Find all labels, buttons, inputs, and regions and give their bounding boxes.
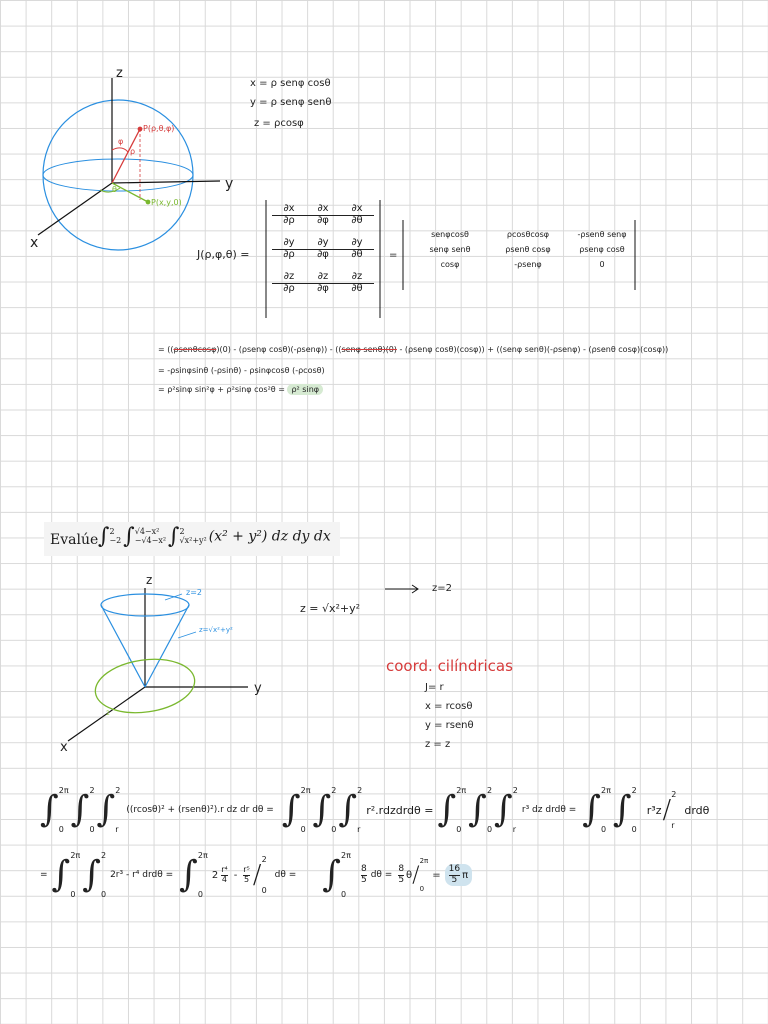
r1-eval4-lower: r (671, 821, 675, 830)
r1-int10-lower: 0 (601, 825, 607, 834)
r1-int3-lower: r (115, 825, 119, 834)
r2-equals: = (432, 869, 441, 881)
r1-expr1: ((rcosθ)² + (rsenθ)²).r dz dr dθ = (126, 805, 274, 815)
partial-num: ∂x (351, 203, 363, 214)
r2-dtheta2: dθ = (370, 870, 393, 880)
lim3-upper: 2 (179, 526, 185, 536)
r2-frac2-num: r⁵ (243, 865, 250, 875)
r1-int9-lower: r (512, 825, 517, 834)
r1-int5-lower: 0 (331, 825, 337, 834)
partial-den: ∂φ (317, 248, 329, 260)
partial-den: ∂ρ (283, 282, 295, 294)
r1-expr2: r².rdzdrdθ = (366, 803, 434, 817)
partial-num: ∂z (283, 271, 295, 282)
jacobian-line2: = -ρsinφsinθ (-ρsinθ) - ρsinφcosθ (-ρcosθ) (158, 366, 325, 375)
cone-side-label: z=√x²+y² (199, 626, 233, 634)
result-pi: π (462, 869, 469, 881)
jacobian-entry: senφ senθ (429, 245, 471, 254)
result-num: 16 (448, 864, 461, 875)
cone-z-label: z (146, 573, 153, 587)
r2-frac4-den: 5 (398, 874, 405, 885)
partial-num: ∂z (351, 271, 363, 282)
lim1-lower: −2 (109, 535, 122, 545)
r2-frac3-den: 5 (360, 874, 367, 885)
partial-num: ∂x (317, 203, 329, 214)
r2-frac1-den: 4 (221, 874, 227, 884)
line1-prefix: = (( (158, 345, 174, 354)
cone-x-label: x (60, 740, 68, 755)
r1-int4-lower: 0 (300, 825, 306, 834)
r1-int6-lower: r (357, 825, 361, 834)
coord-z: z = z (425, 739, 451, 750)
r1-expr4: r³z (646, 803, 662, 817)
r1-int8-lower: 0 (486, 825, 493, 834)
solution-row1: ∫ 2π 0 ∫ 2 0 ∫ 2 r ((rcosθ)² + (rsenθ)²).r dz dr dθ = ∫ 2π 0 ∫ 2 0 ∫ 2 r r².rdzdrdθ = ∫ 2π 0 ∫ 2 0 ∫ 2 r r³ dz drdθ = ∫ 2π 0 ∫ 2 0 r³z / 2 r drdθ (40, 786, 710, 834)
r2-prefix: = (40, 870, 48, 880)
line1-strike2: senφ senθ)(0) (341, 345, 397, 354)
partial-den: ∂φ (317, 282, 329, 294)
lim2-upper: √4−x² (134, 526, 160, 536)
lim1-upper: 2 (109, 526, 115, 536)
point-proj-label: P(x,y,0) (151, 198, 182, 207)
r2-int4-lower: 0 (341, 890, 347, 899)
cone-side-right (145, 605, 189, 687)
r1-expr4b: drdθ (684, 803, 710, 817)
cone-eq-left: z = √x²+y² (300, 602, 361, 615)
r2-theta: θ (406, 869, 413, 881)
coord-y: y = rsenθ (425, 720, 474, 731)
r1-int1-upper: 2π (58, 786, 69, 795)
jacobian-entry: -ρsenφ (514, 260, 542, 269)
result-den: 5 (451, 874, 458, 885)
solution-row2: = ∫ 2π 0 ∫ 2 0 2r³ - r⁴ drdθ = ∫ 2π 0 2 $\frac{\text{r⁴}}{4}$ - $\frac{\text{r⁵}}{5}$ / 2 0 dθ = ∫ 2π 0 $\frac{8}{5}$ dθ = $\frac{8}{5}$ θ / 2π 0 = $\frac{16}{5}$ π (40, 845, 472, 905)
r1-int7-upper: 2π (456, 786, 467, 795)
partial-num: ∂x (283, 203, 295, 214)
coord-x: x = rcosθ (425, 701, 473, 712)
top-label-pointer (165, 594, 182, 600)
r2-int3-upper: 2π (197, 851, 208, 860)
eq-x: x = ρ senφ cosθ (250, 78, 331, 89)
r1-int11-upper: 2 (631, 786, 637, 795)
lim2-lower: −√4−x² (134, 535, 167, 545)
r1-int8-upper: 2 (486, 786, 493, 795)
partial-num: ∂y (351, 237, 363, 248)
r2-int1-lower: 0 (70, 890, 76, 899)
r2-frac2-den: 5 (244, 874, 250, 884)
theta-label: θ (112, 185, 117, 194)
line3-text: = ρ²sinφ sin²φ + ρ²sinφ cos²θ = (158, 385, 285, 394)
r2-int4-upper: 2π (341, 851, 351, 860)
r1-int11-lower: 0 (631, 825, 637, 834)
r1-int6-upper: 2 (357, 786, 363, 795)
r2-frac4-num: 8 (398, 864, 405, 875)
line3-result: ρ² sinφ (287, 384, 323, 395)
jacobian-entry: ρcosθcosφ (506, 230, 550, 239)
jacobian-entry: senφcosθ (431, 230, 469, 239)
r2-frac1-num: r⁴ (221, 865, 228, 875)
r1-eval4-upper: 2 (671, 790, 677, 799)
problem-label: Evalúe (50, 532, 99, 548)
final-result (445, 864, 472, 886)
cone-side-left (101, 605, 145, 687)
r1-int1-lower: 0 (58, 825, 64, 834)
lim3-lower: √x²+y² (179, 535, 207, 545)
line1-strike1: ρsenθcosφ (173, 345, 217, 354)
jacobian-entry: ρsenθ cosφ (505, 245, 551, 254)
r2-eval-upper: 2 (261, 855, 267, 864)
cone-eq-right: z=2 (432, 583, 452, 594)
eq-z: z = ρcosφ (254, 118, 304, 129)
eq-y: y = ρ senφ senθ (250, 97, 332, 108)
r2-int1-upper: 2π (70, 851, 81, 860)
r1-int3-upper: 2 (115, 786, 121, 795)
r2-int3-lower: 0 (197, 890, 203, 899)
jacobian-equals: = (389, 250, 398, 261)
cone-top-label: z=2 (186, 588, 202, 597)
coords-title: coord. cilíndricas (386, 657, 513, 675)
jacobian-entry: cosφ (440, 260, 460, 269)
jacobian-entry: ρsenφ cosθ (579, 245, 625, 254)
problem-integral: ∫ 2 −2 ∫ √4−x² −√4−x² ∫ 2 √x²+y² (x² + y²) dz dy dx (98, 524, 331, 549)
partial-num: ∂z (317, 271, 329, 282)
phi-label: φ (118, 137, 124, 146)
rho-label: ρ (130, 147, 136, 156)
r2-dtheta: dθ = (274, 870, 297, 880)
r1-int7-lower: 0 (456, 825, 462, 834)
r2-eval2-lower: 0 (419, 885, 425, 893)
cone-y-label: y (254, 681, 262, 696)
r2-minus: - (233, 869, 238, 881)
r1-int4-upper: 2π (300, 786, 311, 795)
r2-eval2-upper: 2π (419, 857, 429, 865)
r1-expr3: r³ dz drdθ = (521, 805, 577, 815)
sphere-x-label: x (30, 235, 39, 251)
partial-num: ∂y (283, 237, 295, 248)
line1-b: - (ρsenφ cosθ)(cosφ)) + ((senφ senθ)(-ρsenφ) - (ρsenθ cosφ)(cosφ)) (396, 345, 669, 354)
cone-base-label: 2 (106, 710, 110, 717)
side-label-pointer (178, 632, 196, 638)
r1-int5-upper: 2 (331, 786, 337, 795)
jacobian-lhs: J(ρ,φ,θ) = (197, 248, 250, 261)
partial-den: ∂φ (317, 214, 329, 226)
jacobian-entry: -ρsenθ senφ (577, 230, 627, 239)
partial-num: ∂y (317, 237, 329, 248)
r1-int2-lower: 0 (89, 825, 95, 834)
r2-coef: 2 (211, 869, 219, 881)
coord-j: J= r (425, 682, 444, 693)
jacobian-entry: 0 (599, 260, 605, 269)
sphere-z-label: z (116, 66, 123, 81)
r1-int2-upper: 2 (89, 786, 95, 795)
r1-int9-upper: 2 (512, 786, 518, 795)
r2-int2-lower: 0 (100, 890, 107, 899)
sphere-y-label: y (225, 176, 234, 192)
point-p-label: P(ρ,θ,φ) (143, 124, 175, 133)
partial-den: ∂θ (351, 282, 363, 294)
partial-den: ∂ρ (283, 248, 295, 260)
r2-expr1: 2r³ - r⁴ drdθ = (110, 870, 174, 880)
partial-den: ∂θ (351, 248, 363, 260)
partial-den: ∂θ (351, 214, 363, 226)
integrand: (x² + y²) dz dy dx (208, 528, 331, 545)
partial-den: ∂ρ (283, 214, 295, 226)
r2-frac3-num: 8 (360, 864, 367, 875)
line1-a: )(0) - (ρsenφ cosθ)(-ρsenφ)) - (( (216, 345, 342, 354)
r2-int2-upper: 2 (100, 851, 107, 860)
r1-int10-upper: 2π (601, 786, 611, 795)
r2-eval-lower: 0 (261, 886, 267, 895)
